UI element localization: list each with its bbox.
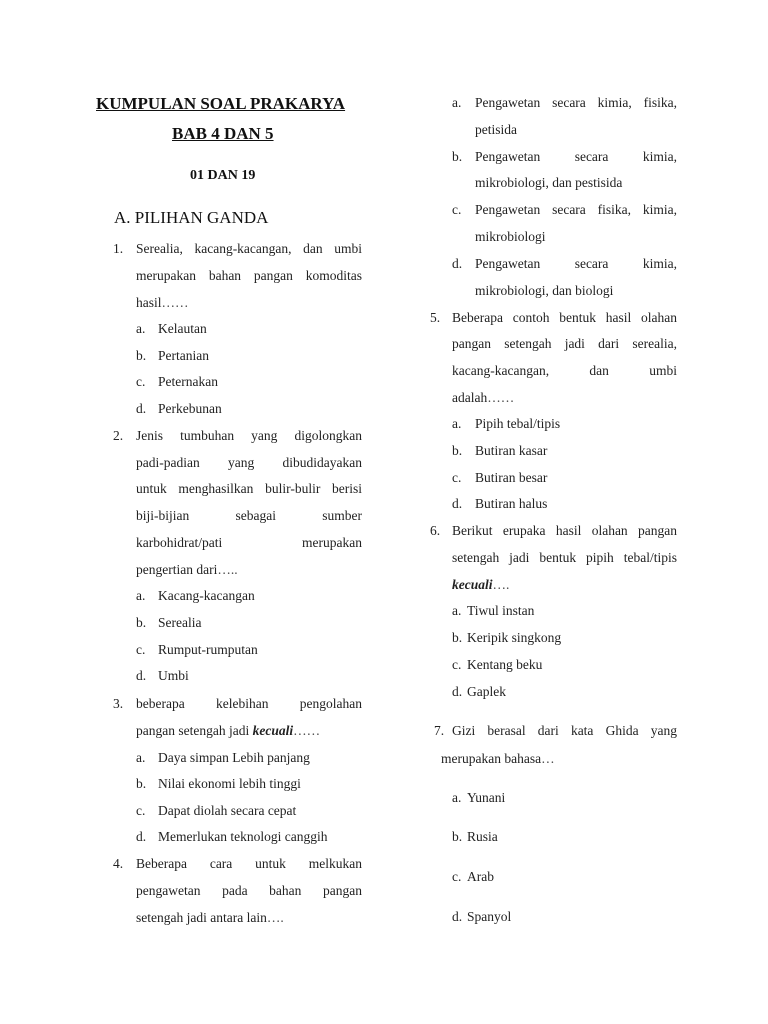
question-number: 4.: [113, 856, 124, 871]
question-text-line: Serealia, kacang-kacangan, dan umbi: [136, 241, 362, 256]
question-text-line: pangan setengah jadi kecuali……: [136, 723, 321, 738]
question-text-line: untuk menghasilkan bulir-bulir berisi: [136, 481, 362, 496]
question-number: 6.: [430, 523, 441, 538]
document-title: KUMPULAN SOAL PRAKARYA: [96, 94, 346, 113]
question-number: 7.: [434, 723, 445, 738]
question-text-line: merupakan bahasa…: [441, 751, 555, 766]
question-text-line: pengertian dari…..: [136, 562, 238, 577]
question-number: 1.: [113, 241, 124, 256]
question-text-line: Gizi berasal dari kata Ghida yang: [452, 723, 677, 738]
question-text-line: kecuali….: [452, 577, 510, 592]
question-number: 3.: [113, 696, 124, 711]
question-text-line: padi-padian yang dibudidayakan: [136, 455, 362, 470]
document-code: 01 DAN 19: [190, 168, 256, 183]
question-text-line: setengah jadi bentuk pipih tebal/tipis: [452, 550, 677, 565]
question-text-line: Beberapa contoh bentuk hasil olahan: [452, 310, 677, 325]
keyword-kecuali: kecuali: [452, 577, 493, 592]
section-heading: A. PILIHAN GANDA: [114, 208, 269, 227]
question-text-line: hasil……: [136, 295, 189, 310]
question-text-line: karbohidrat/pati merupakan: [136, 535, 362, 550]
question-text-line: Jenis tumbuhan yang digolongkan: [136, 428, 362, 443]
question-text-line: kacang-kacangan, dan umbi: [452, 363, 677, 378]
question-text-line: Beberapa cara untuk melkukan: [136, 856, 362, 871]
document-subtitle: BAB 4 DAN 5: [172, 124, 274, 143]
question-text-line: setengah jadi antara lain….: [136, 910, 284, 925]
question-text-line: adalah……: [452, 390, 515, 405]
question-text-line: pangan setengah jadi dari serealia,: [452, 336, 677, 351]
question-number: 5.: [430, 310, 441, 325]
question-text-line: pengawetan pada bahan pangan: [136, 883, 362, 898]
keyword-kecuali: kecuali: [252, 723, 294, 738]
question-text-line: Berikut erupaka hasil olahan pangan: [452, 523, 677, 538]
question-number: 2.: [113, 428, 124, 443]
question-text-line: biji-bijian sebagai sumber: [136, 508, 362, 523]
question-text-line: merupakan bahan pangan komoditas: [136, 268, 362, 283]
question-text-line: beberapa kelebihan pengolahan: [136, 696, 362, 711]
